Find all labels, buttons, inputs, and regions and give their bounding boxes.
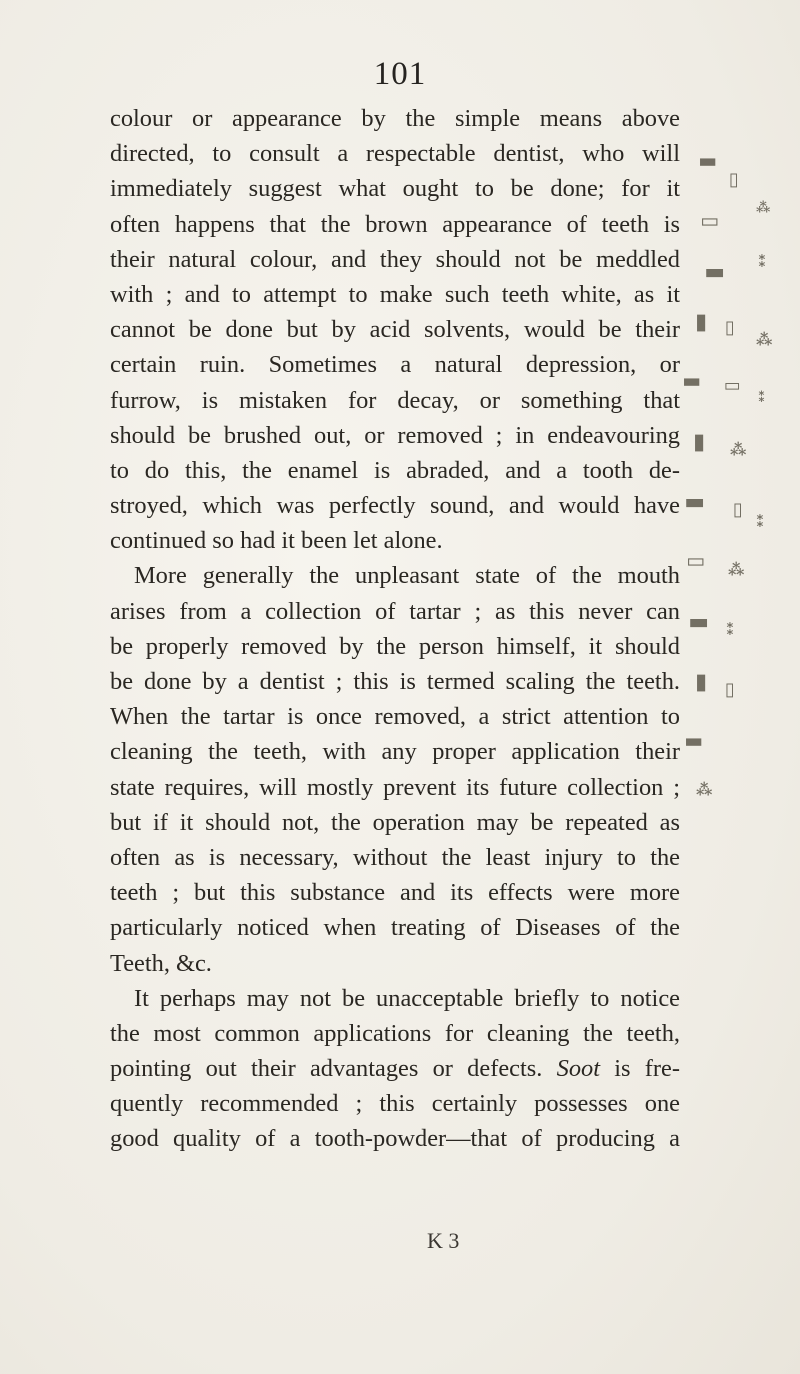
text-line: be properly removed by the person himself, it should [110,632,680,660]
text-line: colour or appearance by the simple means above [110,105,680,132]
text-line: It perhaps may not be unacceptable briefly to notice [134,984,680,1012]
text-line: pointing out their advantages or defects. Soot is fre- [110,1055,680,1083]
text-line: particularly noticed when treating of Diseases of the [110,914,680,942]
text-line: arises from a collection of tartar ; as this never can [110,597,680,625]
text-line: Teeth, &c. [110,949,212,977]
body-text [110,101,680,1157]
text-line: should be brushed out, or removed ; in endeavouring [110,421,680,449]
text-line: their natural colour, and they should not be meddled [110,245,680,273]
text-line: directed, to consult a respectable dentist, who will [110,140,680,168]
text-line: teeth ; but this substance and its effects were more [110,879,680,907]
text-line: cannot be done but by acid solvents, would be their [110,316,680,344]
text-line: good quality of a tooth-powder—that of producing a [110,1125,680,1153]
text-line: continued so had it been let alone. [110,527,443,555]
page-number: 101 [373,56,427,92]
text-line: often happens that the brown appearance of teeth is [110,210,680,238]
text-line: quently recommended ; this certainly possesses one [110,1090,680,1118]
text-line: immediately suggest what ought to be done; for it [110,175,680,203]
text-line: More generally the unpleasant state of the mouth [134,562,680,590]
text-line: be done by a dentist ; this is termed scaling the teeth. [110,668,680,695]
text-line: certain ruin. Sometimes a natural depression, or [110,351,680,379]
text-line: the most common applications for cleaning the teeth, [110,1019,680,1047]
text-line: cleaning the teeth, with any proper application their [110,738,680,766]
text-line: but if it should not, the operation may be repeated as [110,808,680,836]
text-line: state requires, will mostly prevent its future collection ; [110,773,680,801]
text-line: with ; and to attempt to make such teeth white, as it [110,280,680,308]
signature-mark: K 3 [427,1228,460,1253]
text-line: often as is necessary, without the least injury to the [110,843,680,871]
text-line: furrow, is mistaken for decay, or something that [110,386,680,414]
text-line: to do this, the enamel is abraded, and a tooth de- [110,456,680,484]
text-line: stroyed, which was perfectly sound, and would have [110,492,680,520]
show-through-artifact: ▮ ▭ ▯ ⁂ ▮ ⁑ ▬ ▭ ⁂ ▮ ▯ ⁑ ▬ ⁂ ▮ ▭ ⁑ ▯ ⁂ ▮ ⁑ ▬ ▭ ▮ ⁂ [681,156,773,799]
text-line: When the tartar is once removed, a strict attention to [110,703,680,731]
